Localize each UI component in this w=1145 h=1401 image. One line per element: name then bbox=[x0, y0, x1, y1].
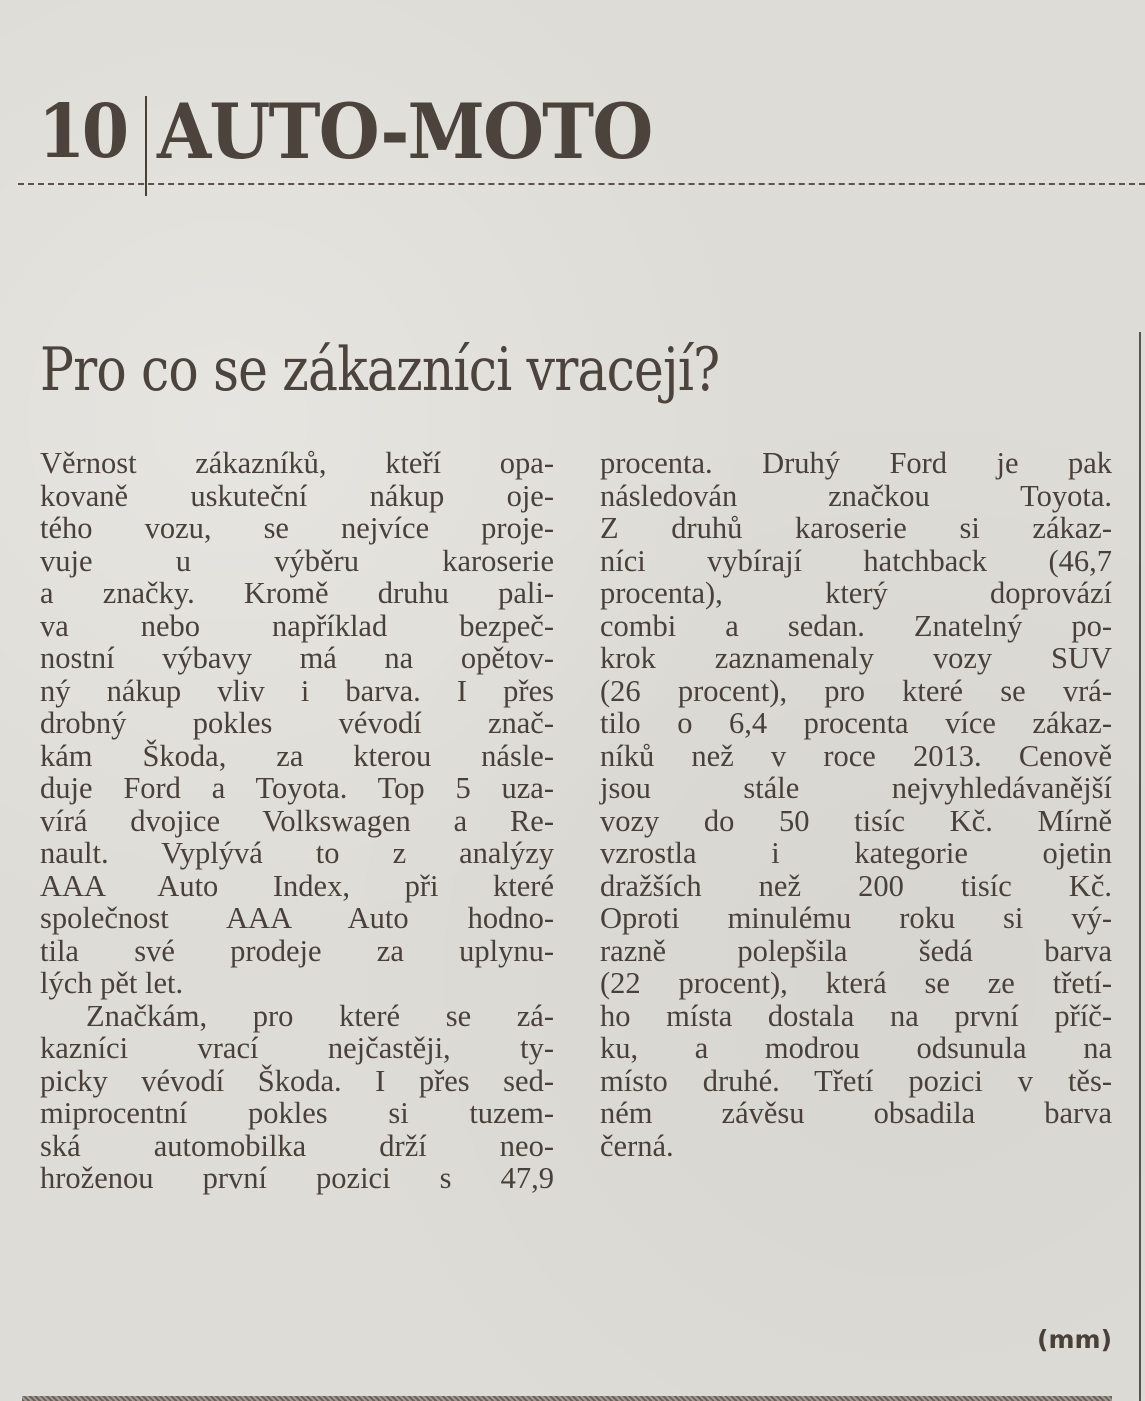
text-line: černá. bbox=[600, 1128, 674, 1163]
text-line: hroženou první pozici s 47,9 bbox=[40, 1161, 554, 1195]
text-line: razně polepšila šedá barva bbox=[600, 933, 1112, 968]
article-headline: Pro co se zákazníci vracejí? bbox=[40, 335, 720, 405]
text-line: vzrostla i kategorie ojetin bbox=[600, 836, 1112, 870]
text-line: a značky. Kromě druhu pali- bbox=[40, 576, 554, 610]
text-line: lých pět let. bbox=[40, 966, 184, 1000]
text-line: ném závěsu obsadila barva bbox=[600, 1096, 1112, 1130]
dashed-rule bbox=[18, 183, 1145, 185]
text-line: společnost AAA Auto hodno- bbox=[40, 901, 554, 935]
bottom-rule bbox=[22, 1396, 1112, 1401]
text-line: Věrnost zákazníků, kteří opa- bbox=[40, 446, 554, 480]
text-line: picky vévodí Škoda. I přes sed- bbox=[40, 1063, 554, 1098]
text-line: vuje u výběru karoserie bbox=[40, 543, 554, 578]
article-column-left bbox=[40, 447, 554, 1195]
text-line: ný nákup vliv i barva. I přes bbox=[40, 673, 554, 708]
text-line: tého vozu, se nejvíce proje- bbox=[40, 511, 554, 545]
text-line: combi a sedan. Znatelný po- bbox=[600, 608, 1112, 643]
text-line: duje Ford a Toyota. Top 5 uza- bbox=[40, 771, 554, 805]
text-line: následován značkou Toyota. bbox=[600, 478, 1112, 513]
author-byline: (mm) bbox=[1037, 1325, 1112, 1354]
text-line: nostní výbavy má na opětov- bbox=[40, 641, 554, 675]
text-line: ho místa dostala na první příč- bbox=[600, 998, 1112, 1033]
text-line: tila své prodeje za uplynu- bbox=[40, 933, 554, 968]
text-line: krok zaznamenaly vozy SUV bbox=[600, 641, 1112, 675]
column-rule bbox=[1139, 332, 1141, 1401]
text-line: tilo o 6,4 procenta více zákaz- bbox=[600, 706, 1112, 740]
page-number: 10 bbox=[38, 89, 126, 175]
article-column-right bbox=[600, 447, 1112, 1162]
text-line: drobný pokles vévodí znač- bbox=[40, 706, 554, 740]
section-divider bbox=[145, 96, 147, 196]
section-header bbox=[38, 78, 694, 188]
text-line: místo druhé. Třetí pozici v těs- bbox=[600, 1063, 1112, 1098]
text-line: jsou stále nejvyhledávanější bbox=[600, 771, 1112, 805]
text-line: kám Škoda, za kterou násle- bbox=[40, 738, 554, 773]
text-line: (22 procent), která se ze třetí- bbox=[600, 966, 1112, 1000]
text-line: procenta. Druhý Ford je pak bbox=[600, 446, 1112, 480]
text-line: nault. Vyplývá to z analýzy bbox=[40, 836, 554, 870]
text-line: Značkám, pro které se zá- bbox=[86, 998, 554, 1033]
section-title: AUTO-MOTO bbox=[156, 87, 652, 176]
text-line: níků než v roce 2013. Cenově bbox=[600, 738, 1112, 773]
text-line: kazníci vrací nejčastěji, ty- bbox=[40, 1031, 554, 1065]
text-line: Oproti minulému roku si vý- bbox=[600, 901, 1112, 935]
text-line: ská automobilka drží neo- bbox=[40, 1128, 554, 1163]
text-line: vírá dvojice Volkswagen a Re- bbox=[40, 803, 554, 838]
text-line: dražších než 200 tisíc Kč. bbox=[600, 868, 1112, 903]
text-line: Z druhů karoserie si zákaz- bbox=[600, 511, 1112, 545]
text-line: (26 procent), pro které se vrá- bbox=[600, 673, 1112, 708]
text-line: AAA Auto Index, při které bbox=[40, 868, 554, 903]
text-line: ku, a modrou odsunula na bbox=[600, 1031, 1112, 1065]
text-line: níci vybírají hatchback (46,7 bbox=[600, 543, 1112, 578]
text-line: procenta), který doprovází bbox=[600, 576, 1112, 610]
text-line: miprocentní pokles si tuzem- bbox=[40, 1096, 554, 1130]
text-line: va nebo například bezpeč- bbox=[40, 608, 554, 643]
text-line: kovaně uskuteční nákup oje- bbox=[40, 478, 554, 513]
text-line: vozy do 50 tisíc Kč. Mírně bbox=[600, 803, 1112, 838]
